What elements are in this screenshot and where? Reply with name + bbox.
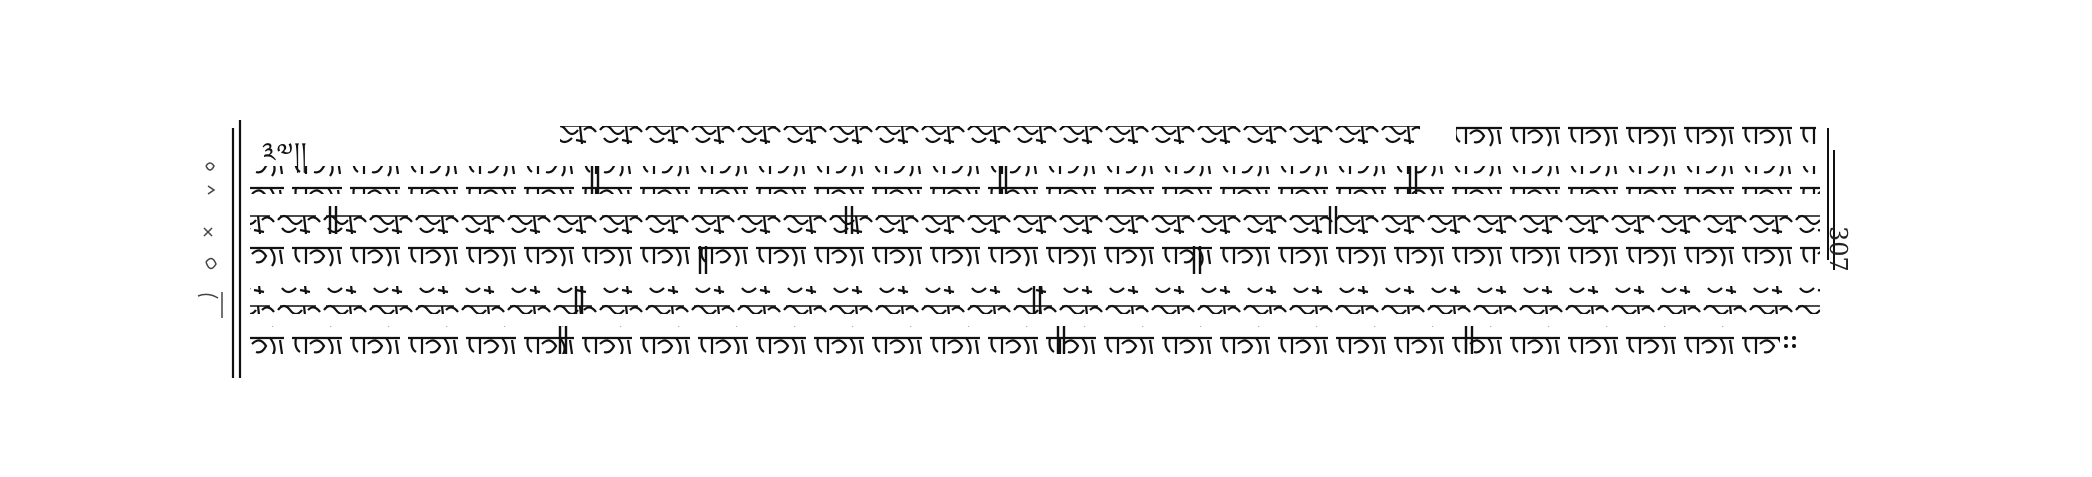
side-page-number: 307 <box>1824 226 1852 272</box>
body-lines <box>250 166 1820 354</box>
folio-number: ༣༧།། <box>262 138 308 168</box>
left-margin-bars <box>233 120 240 378</box>
end-mark <box>1784 336 1796 348</box>
left-marginalia <box>198 163 222 318</box>
header-line <box>560 126 1816 152</box>
